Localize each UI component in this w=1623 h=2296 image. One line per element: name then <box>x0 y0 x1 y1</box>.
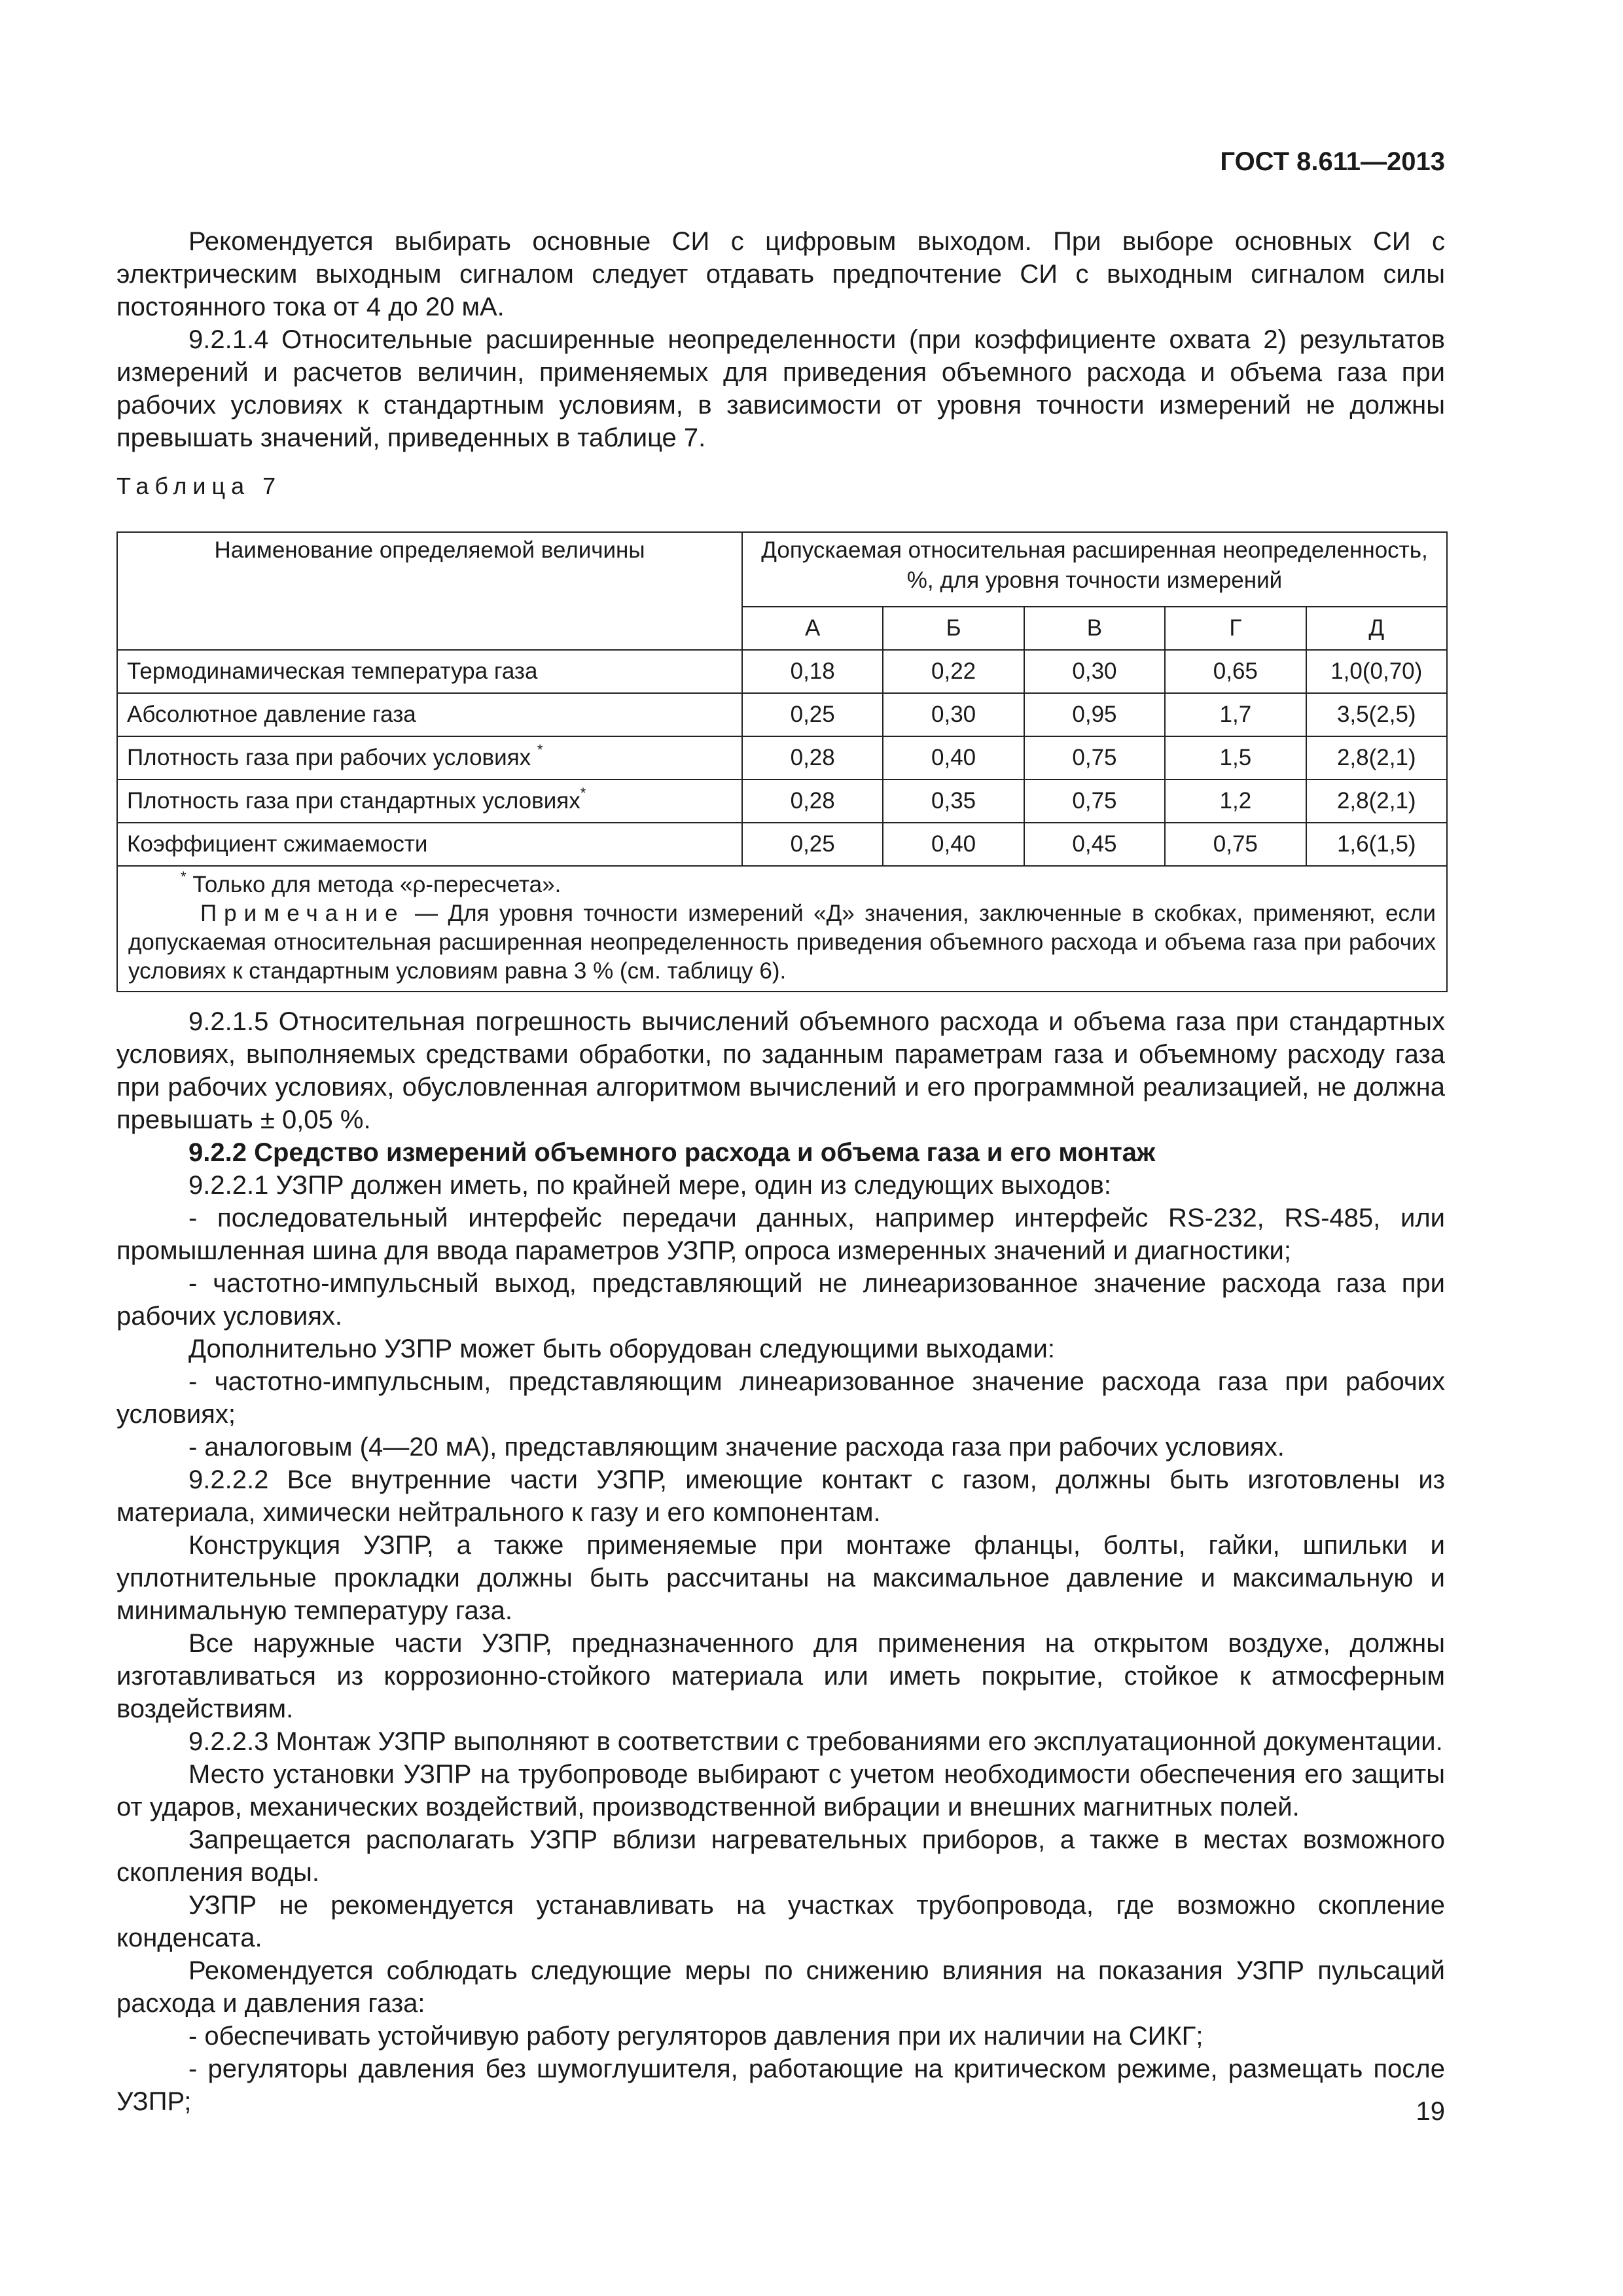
table-cell: 1,0(0,70) <box>1306 650 1447 693</box>
paragraph: Рекомендуется выбирать основные СИ с цифровым выходом. При выборе основных СИ с электрическим выходным сигналом следует отдавать предпочтение СИ с выходным сигналом силы постоянного тока от 4 до 20 мА. <box>116 227 1445 321</box>
paragraph: Дополнительно УЗПР может быть оборудован следующими выходами: <box>188 1335 1056 1363</box>
table-cell: 0,95 <box>1024 693 1165 736</box>
row-name: Коэффициент сжимаемости <box>117 823 742 866</box>
paragraph: Рекомендуется соблюдать следующие меры по снижению влияния на показания УЗПР пульсаций расхода и давления газа: <box>116 1956 1445 2018</box>
document-id: ГОСТ 8.611—2013 <box>1220 147 1445 176</box>
row-name: Плотность газа при стандартных условиях* <box>117 780 742 823</box>
page-number: 19 <box>1416 2097 1445 2126</box>
table-cell: 1,6(1,5) <box>1306 823 1447 866</box>
table-cell: 0,30 <box>1024 650 1165 693</box>
paragraph: УЗПР не рекомендуется устанавливать на участках трубопровода, где возможно скопление конденсата. <box>116 1891 1445 1952</box>
table-row <box>117 780 1447 823</box>
table-cell: 0,75 <box>1024 736 1165 780</box>
paragraph: 9.2.2.2 Все внутренние части УЗПР, имеющие контакт с газом, должны быть изготовлены из материала, химически нейтрального к газу и его компонентам. <box>116 1465 1445 1527</box>
table-cell: 0,25 <box>742 693 883 736</box>
level-header: Г <box>1165 607 1306 650</box>
table-cell: 1,2 <box>1165 780 1306 823</box>
table-cell: 0,65 <box>1165 650 1306 693</box>
table-cell: 0,40 <box>883 736 1024 780</box>
table-note <box>128 899 1436 986</box>
table-cell: 0,28 <box>742 736 883 780</box>
table-cell: 0,18 <box>742 650 883 693</box>
level-header: А <box>742 607 883 650</box>
paragraph: 9.2.1.4 Относительные расширенные неопределенности (при коэффициенте охвата 2) результатов измерений и расчетов величин, применяемых для приведения объемного расхода и объема газа при рабочих условиях к стандартным условиям, в зависимости от уровня точности измерений не должны превышать значений, приведенных в таблице 7. <box>116 325 1445 452</box>
table-row <box>117 650 1447 693</box>
paragraph: - обеспечивать устойчивую работу регуляторов давления при их наличии на СИКГ; <box>188 2022 1204 2051</box>
table-cell: 0,40 <box>883 823 1024 866</box>
table-cell: 0,30 <box>883 693 1024 736</box>
section-heading: 9.2.2 Средство измерений объемного расхода и объема газа и его монтаж <box>188 1138 1156 1167</box>
level-header: В <box>1024 607 1165 650</box>
row-name: Абсолютное давление газа <box>117 693 742 736</box>
intro-text <box>116 225 1445 454</box>
table-cell: 0,75 <box>1024 780 1165 823</box>
level-header: Б <box>883 607 1024 650</box>
table-footnote <box>117 866 1447 992</box>
footnote-text: * Только для метода «ρ-пересчета». <box>181 869 562 897</box>
table-cell: 0,22 <box>883 650 1024 693</box>
row-name: Термодинамическая температура газа <box>117 650 742 693</box>
paragraph: - регуляторы давления без шумоглушителя, работающие на критическом режиме, размещать после УЗПР; <box>116 2054 1445 2116</box>
table-cell: 0,28 <box>742 780 883 823</box>
table-row <box>117 823 1447 866</box>
paragraph: Все наружные части УЗПР, предназначенного для применения на открытом воздухе, должны изготавливаться из коррозионно-стойкого материала или иметь покрытие, стойкое к атмосферным воздействиям. <box>116 1629 1445 1723</box>
table-cell: 0,75 <box>1165 823 1306 866</box>
paragraph: 9.2.2.1 УЗПР должен иметь, по крайней мере, один из следующих выходов: <box>188 1171 1112 1200</box>
row-name: Плотность газа при рабочих условиях * <box>117 736 742 780</box>
table-cell: 2,8(2,1) <box>1306 780 1447 823</box>
table-cell: 2,8(2,1) <box>1306 736 1447 780</box>
table-row <box>117 736 1447 780</box>
paragraph: 9.2.1.5 Относительная погрешность вычислений объемного расхода и объема газа при стандартных условиях, выполняемых средствами обработки, по заданным параметрам газа и объемному расходу газа при рабочих условиях, обусловленная алгоритмом вычислений и его программной реализацией, не должна превышать ± 0,05 %. <box>116 1007 1445 1134</box>
table-cell: 0,25 <box>742 823 883 866</box>
paragraph: 9.2.2.3 Монтаж УЗПР выполняют в соответствии с требованиями его эксплуатационной документации. <box>188 1727 1443 1756</box>
level-header: Д <box>1306 607 1447 650</box>
uncertainty-table <box>116 531 1448 992</box>
note-text: — Для уровня точности измерений «Д» значения, заключенные в скобках, применяют, если допускаемая относительная расширенная неопределенность приведения объемного расхода и объема газа при рабочих условиях к стандартным условиям равна 3 % (см. таблицу 6). <box>128 901 1436 984</box>
paragraph: - частотно-импульсный выход, представляющий не линеаризованное значение расхода газа при рабочих условиях. <box>116 1269 1445 1331</box>
paragraph: - частотно-импульсным, представляющим линеаризованное значение расхода газа при рабочих условиях; <box>116 1367 1445 1429</box>
paragraph: Конструкция УЗПР, а также применяемые при монтаже фланцы, болты, гайки, шпильки и уплотнительные прокладки должны быть рассчитаны на максимальное давление и максимальную и минимальную температуру газа. <box>116 1531 1445 1625</box>
table-row <box>117 693 1447 736</box>
body-text <box>116 1005 1445 2118</box>
table-cell: 0,45 <box>1024 823 1165 866</box>
table-cell: 3,5(2,5) <box>1306 693 1447 736</box>
column-header-uncertainty: Допускаемая относительная расширенная неопределенность, %, для уровня точности измерений <box>742 532 1447 607</box>
table-caption: Таблица 7 <box>116 473 282 499</box>
paragraph: Место установки УЗПР на трубопроводе выбирают с учетом необходимости обеспечения его защиты от ударов, механических воздействий, производственной вибрации и внешних магнитных полей. <box>116 1760 1445 1821</box>
table-cell: 1,7 <box>1165 693 1306 736</box>
table-cell: 1,5 <box>1165 736 1306 780</box>
paragraph: Запрещается располагать УЗПР вблизи нагревательных приборов, а также в местах возможного скопления воды. <box>116 1825 1445 1887</box>
column-header-name: Наименование определяемой величины <box>117 532 742 650</box>
note-label: Примечание <box>200 901 405 926</box>
table-cell: 0,35 <box>883 780 1024 823</box>
paragraph: - последовательный интерфейс передачи данных, например интерфейс RS-232, RS-485, или промышленная шина для ввода параметров УЗПР, опроса измеренных значений и диагностики; <box>116 1204 1445 1265</box>
paragraph: - аналоговым (4—20 мА), представляющим значение расхода газа при рабочих условиях. <box>188 1433 1285 1462</box>
